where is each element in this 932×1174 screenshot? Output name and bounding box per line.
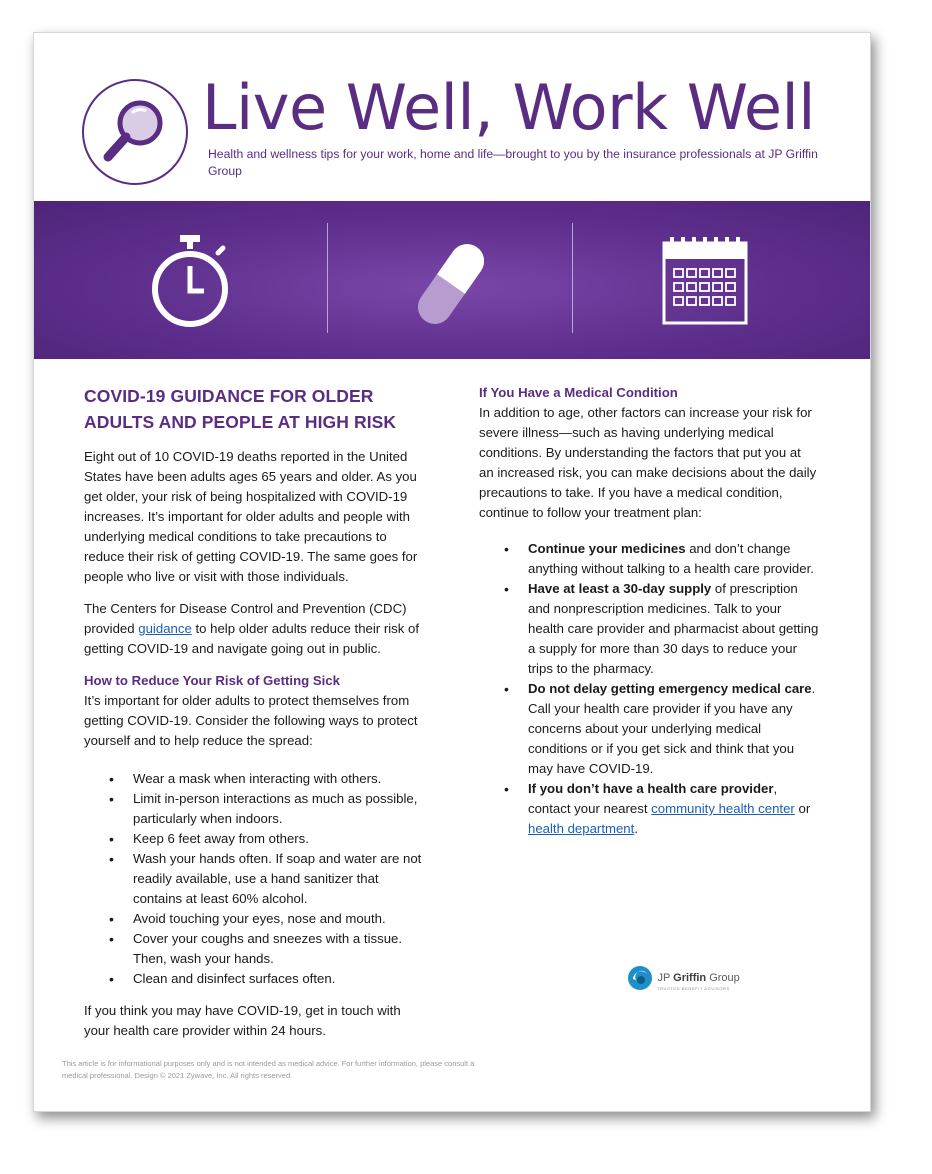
brand-swirl-icon — [627, 965, 653, 991]
intro-paragraph: Eight out of 10 COVID-19 deaths reported in the United States have been adults ages 65 years and older. As you get older, your risk of being hospitalized with COVID-19 increases. It’s important for older adults and people with underlying medical conditions to take precautions to reduce their risk of getting COVID-19. The same goes for people who live or visit with those individuals. — [84, 449, 418, 584]
icon-banner — [34, 201, 870, 359]
list-item — [528, 579, 819, 679]
brand-name-part: Group — [706, 972, 740, 984]
list-item-text: and don’t change anything without talking to a health care provider. — [528, 541, 814, 576]
disclaimer-text: This article is for informational purposes only and is not intended as medical advice. For further information, please consult a medical professional. Design © 2021 Zywave, Inc. All rights reserved. — [62, 1059, 475, 1080]
community-health-center-link[interactable]: community health center — [651, 801, 795, 816]
magnifier-icon — [102, 97, 168, 167]
medical-condition-list — [479, 539, 819, 839]
list-item-text: , contact your nearest — [528, 781, 778, 816]
list-item — [528, 539, 819, 579]
stopwatch-icon — [146, 233, 234, 334]
list-item: • Keep 6 feet away from others. — [133, 829, 429, 849]
list-item: • Wash your hands often. If soap and water are not readily available, use a hand sanitizer that contains at least 60% alcohol. — [133, 849, 429, 909]
article-heading: COVID-19 GUIDANCE FOR OLDER ADULTS AND PEOPLE AT HIGH RISK — [84, 386, 397, 432]
brand-name-part: JP — [657, 972, 674, 984]
reduce-risk-heading: How to Reduce Your Risk of Getting Sick — [84, 673, 340, 688]
banner-divider — [572, 223, 573, 333]
list-item: • Clean and disinfect surfaces often. — [133, 969, 429, 989]
list-item-text: of prescription and nonprescription medicines. Talk to your health care provider and pharmacist about getting a supply for more than 30 days to reduce your trips to the pharmacy. — [528, 581, 819, 676]
list-item: • Wear a mask when interacting with others. — [133, 769, 429, 789]
magnifier-logo — [82, 79, 188, 185]
medical-condition-heading: If You Have a Medical Condition — [479, 385, 678, 400]
list-item-text: or — [794, 801, 811, 816]
cdc-paragraph — [84, 599, 429, 659]
list-item-bold: Do not delay getting emergency medical care — [528, 681, 812, 696]
closing-paragraph: If you think you may have COVID-19, get in touch with your health care provider within 24 hours. — [84, 1003, 401, 1038]
list-item-bold: Continue your medicines — [528, 541, 686, 556]
brand-logo — [627, 965, 740, 991]
banner-divider — [327, 223, 328, 333]
brand-name — [657, 972, 739, 984]
list-item-bold: If you don’t have a health care provider — [528, 781, 774, 796]
list-item — [528, 679, 819, 779]
list-item-text: . — [634, 821, 638, 836]
list-item-bold: Have at least a 30-day supply — [528, 581, 712, 596]
page-subtitle: Health and wellness tips for your work, home and life—brought to you by the insurance professionals at JP Griffin Group — [208, 147, 818, 178]
list-item: • Cover your coughs and sneezes with a tissue. Then, wash your hands. — [133, 929, 429, 969]
brand-name-part: Griffin — [673, 972, 707, 984]
guidance-link[interactable]: guidance — [138, 621, 192, 636]
page-title: Live Well, Work Well — [202, 71, 815, 144]
cdc-text: The Centers for Disease Control and Prevention (CDC) provided — [84, 601, 407, 636]
capsule-icon — [414, 237, 488, 336]
cdc-text: to help older adults reduce their risk of getting COVID-19 and navigate going out in public. — [84, 621, 420, 656]
right-column — [479, 383, 819, 839]
document-page — [33, 32, 871, 1112]
reduce-risk-intro: It’s important for older adults to protect themselves from getting COVID-19. Consider the following ways to protect yourself and to help reduce the spread: — [84, 693, 418, 748]
list-item: • Limit in-person interactions as much as possible, particularly when indoors. — [133, 789, 429, 829]
list-item-text: . Call your health care provider if you have any concerns about your underlying medical conditions or if you get sick and think that you may have COVID-19. — [528, 681, 816, 776]
list-item: • Avoid touching your eyes, nose and mouth. — [133, 909, 429, 929]
health-department-link[interactable]: health department — [528, 821, 635, 836]
reduce-risk-list — [84, 769, 429, 989]
medical-condition-intro: In addition to age, other factors can increase your risk for severe illness—such as having underlying medical conditions. By understanding the factors that put you at an increased risk, you can make decisions about the daily precautions to take. If you have a medical condition, continue to follow your treatment plan: — [479, 405, 817, 520]
left-column — [84, 383, 429, 1041]
list-item — [528, 779, 819, 839]
brand-tagline: TRUSTED BENEFIT ADVISORS — [657, 986, 730, 991]
calendar-icon — [662, 235, 748, 330]
